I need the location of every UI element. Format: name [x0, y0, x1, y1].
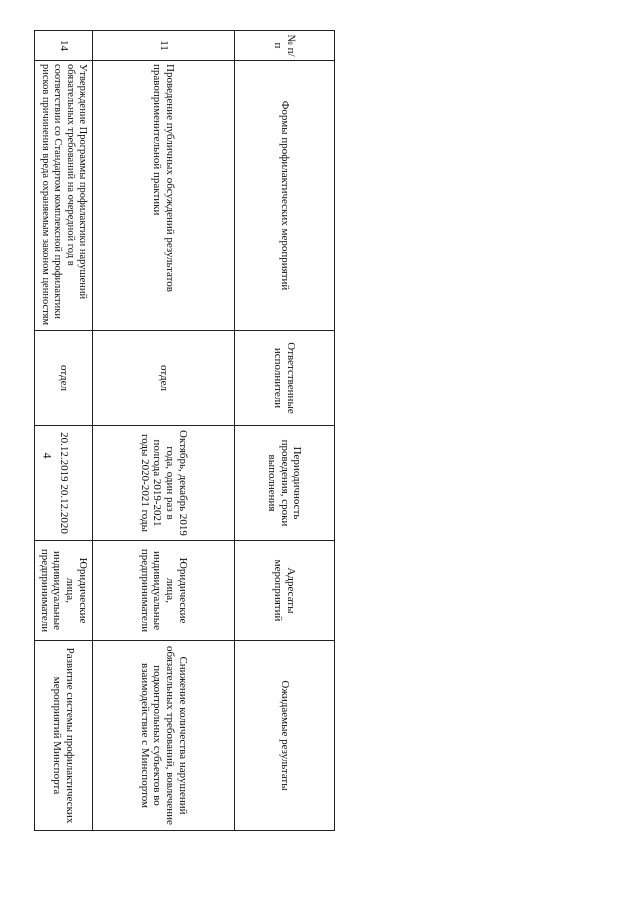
row-form: Проведение публичных обсуждений результатов правоприменительной практики [93, 61, 235, 331]
row-result: Развитие системы профилактических мероприятий Минспорта [35, 641, 93, 831]
program-table [34, 30, 335, 831]
row-responsible: отдел [93, 331, 235, 426]
row-period: Октябрь, декабрь 2019 года, один раз в полгода 2019-2021 годы 2020-2021 годы [93, 426, 235, 541]
row-responsible: отдел [35, 331, 93, 426]
row-num: 11 [93, 31, 235, 61]
header-responsible: Ответственные исполнители [235, 331, 335, 426]
row-addressees: Юридические лица, индивидуальные предприниматели [35, 541, 93, 641]
row-period: 20.12.2019 20.12.2020 [35, 426, 93, 541]
row-addressees: Юридические лица, индивидуальные предприниматели [93, 541, 235, 641]
header-forms: Формы профилактических мероприятий [235, 61, 335, 331]
row-result: Снижение количества нарушений обязательных требований, вовлечение подконтрольных субъектов во взаимодействие с Минспортом [93, 641, 235, 831]
table-header-row [235, 31, 335, 831]
row-num: 14 [35, 31, 93, 61]
header-period: Периодичность проведения, сроки выполнения [235, 426, 335, 541]
table-row [35, 31, 93, 831]
header-addressees: Адресаты мероприятий [235, 541, 335, 641]
page-number: 4 [40, 452, 55, 459]
row-form: Утверждение Программы профилактики нарушений обязательных требований на очередной год в соответствии со Стандартом комплексной профилактики рисков причинения вреда охраняемым законом ценностям [35, 61, 93, 331]
header-num: № п/п [235, 31, 335, 61]
program-table-rotated [35, 30, 335, 830]
table-row [93, 31, 235, 831]
header-results: Ожидаемые результаты [235, 641, 335, 831]
